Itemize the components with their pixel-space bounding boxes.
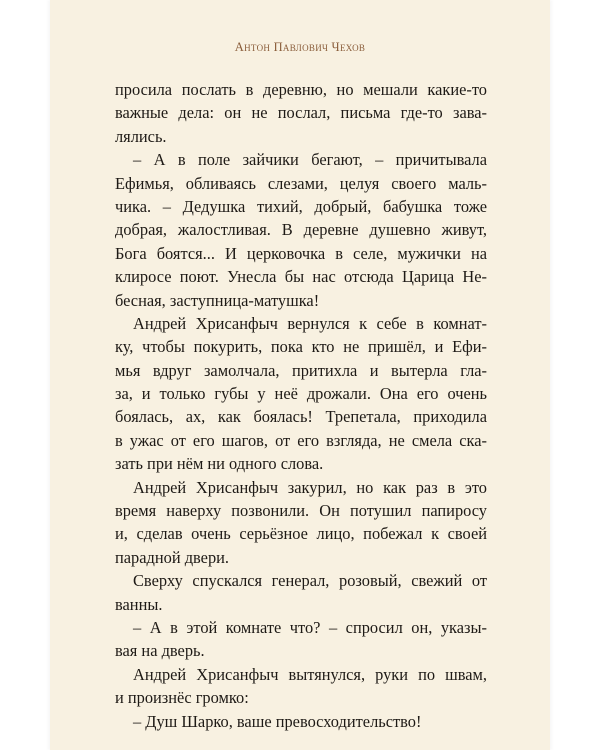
paragraph [115, 78, 487, 148]
text-line: Сверху спускался генерал, розовый, свежий от [133, 571, 487, 591]
paragraph [115, 476, 487, 570]
text-line: Бога боятся... И церковочка в селе, мужички на [115, 243, 487, 263]
text-line: Андрей Хрисанфыч закурил, но как раз в это [133, 477, 487, 497]
paragraph [115, 312, 487, 476]
text-line: Андрей Хрисанфыч вытянулся, руки по швам, [133, 664, 487, 684]
text-line: ку, чтобы покурить, пока кто не пришёл, и Ефи- [115, 337, 487, 357]
text-line: важные дела: он не послал, письма где-то зава- [115, 103, 487, 123]
paragraph [115, 148, 487, 312]
body-text [115, 78, 487, 733]
text-line: добрая, жалостливая. В деревне душевно живут, [115, 220, 487, 240]
text-line: время наверху позвонили. Он потушил папиросу [115, 501, 487, 521]
running-header: Антон Павлович Чехов [234, 40, 366, 54]
text-line: ванны. [115, 594, 163, 614]
text-line: просила послать в деревню, но мешали какие-то [115, 80, 487, 99]
text-line: – Душ Шарко, ваше превосходительство! [133, 711, 422, 731]
text-line: вая на дверь. [115, 641, 205, 661]
text-line: боялась, ах, как боялась! Трепетала, приходила [115, 407, 487, 427]
text-line: клиросе поют. Унесла бы нас отсюда Царица Не- [115, 267, 487, 287]
text-line: бесная, заступница-матушка! [115, 290, 320, 310]
paragraph [115, 569, 487, 616]
text-line: чика. – Дедушка тихий, добрый, бабушка тоже [115, 196, 487, 216]
text-line: за, и только губы у неё дрожали. Она его очень [115, 384, 487, 404]
text-line: Ефимья, обливаясь слезами, целуя своего маль- [115, 173, 487, 193]
text-line: – А в поле зайчики бегают, – причитывала [133, 150, 487, 170]
paragraph [115, 616, 487, 663]
text-line: и произнёс громко: [115, 688, 249, 708]
text-line: мья вдруг замолчала, притихла и вытерла гла- [115, 360, 487, 380]
paragraph [115, 710, 487, 733]
text-line: Андрей Хрисанфыч вернулся к себе в комнат- [133, 313, 487, 333]
text-line: парадной двери. [115, 547, 230, 567]
book-page [50, 0, 550, 750]
text-line: лялись. [115, 126, 167, 146]
text-line: в ужас от его шагов, от его взгляда, не смела ска- [115, 430, 487, 450]
paragraph [115, 663, 487, 710]
text-line: зать при нём ни одного слова. [115, 454, 324, 474]
text-line: и, сделав очень серьёзное лицо, побежал к своей [115, 524, 487, 544]
text-line: – А в этой комнате что? – спросил он, указы- [133, 617, 487, 637]
